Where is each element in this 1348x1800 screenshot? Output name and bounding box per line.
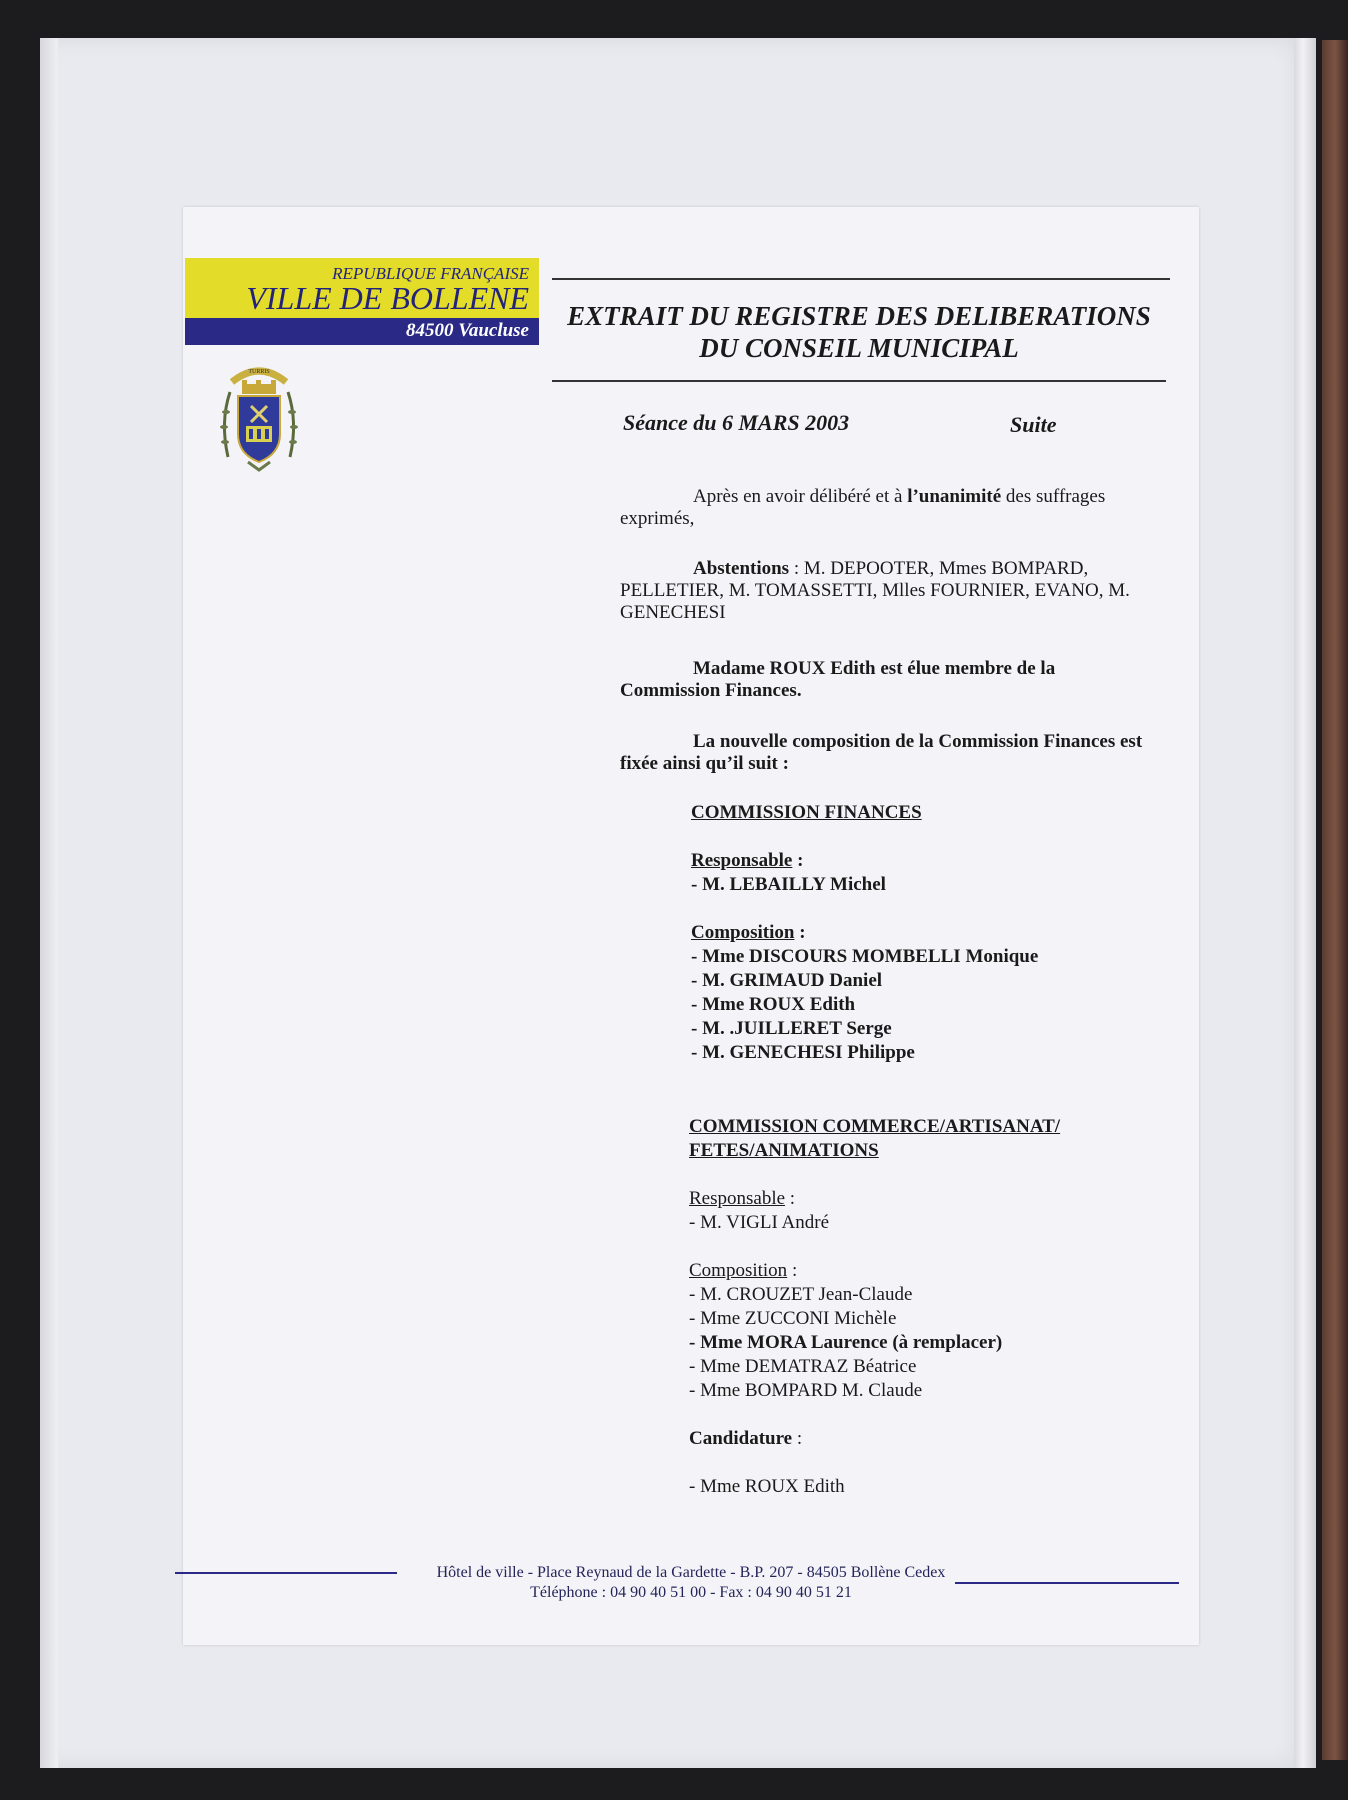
commerce-member: - Mme ZUCCONI Michèle (689, 1308, 897, 1329)
deliberation-post: des suffrages exprimés, (620, 486, 1106, 529)
abstentions-paragraph (620, 558, 1160, 624)
election-text: Madame ROUX Edith est élue membre de la Commission Finances. (620, 658, 1056, 701)
commission-commerce-heading-line-2: FETES/ANIMATIONS (689, 1140, 879, 1161)
departement-label: 84500 Vaucluse (406, 320, 529, 341)
finances-composition-label: Composition (691, 922, 795, 943)
coat-of-arms-icon (218, 362, 300, 474)
candidature-suffix: : (792, 1428, 803, 1449)
suite-label: Suite (1010, 412, 1057, 437)
finances-composition-suffix: : (794, 922, 806, 943)
finances-responsable-label: Responsable (691, 850, 793, 871)
finances-member: - M. .JUILLERET Serge (691, 1018, 892, 1039)
deliberation-bold: l’unanimité (907, 486, 1002, 507)
election-paragraph (620, 658, 1160, 702)
commission-finances-heading: COMMISSION FINANCES (691, 802, 922, 823)
deliberation-paragraph (620, 486, 1160, 530)
abstentions-text: : M. DEPOOTER, Mmes BOMPARD, PELLETIER, M. TOMASSETTI, Mlles FOURNIER, EVANO, M. GENECHESI (620, 558, 1130, 623)
commission-commerce-heading-line-1: COMMISSION COMMERCE/ARTISANAT/ (689, 1116, 1061, 1137)
letterhead-yellow-band (185, 258, 539, 318)
binder-edge (1294, 38, 1316, 1768)
commerce-member: - Mme BOMPARD M. Claude (689, 1380, 923, 1401)
commerce-responsable: - M. VIGLI André (689, 1212, 830, 1233)
title-line-1: EXTRAIT DU REGISTRE DES DELIBERATIONS (567, 301, 1151, 331)
ville-label: VILLE DE BOLLENE (246, 280, 529, 316)
finances-responsable: - M. LEBAILLY Michel (691, 874, 886, 895)
finances-member: - M. GRIMAUD Daniel (691, 970, 883, 991)
letterhead-blue-band (185, 318, 539, 345)
candidature-label: Candidature (689, 1428, 793, 1449)
footer-address: Hôtel de ville - Place Reynaud de la Gardette - B.P. 207 - 84505 Bollène Cedex (436, 1564, 946, 1581)
binder-cover-edge (1322, 40, 1348, 1760)
document-sheet (183, 207, 1199, 1645)
title-line-2: DU CONSEIL MUNICIPAL (699, 333, 1019, 363)
commerce-composition-suffix: : (787, 1260, 798, 1281)
title-bottom-rule (552, 380, 1166, 382)
commerce-member: - M. CROUZET Jean-Claude (689, 1284, 913, 1305)
finances-responsable-suffix: : (792, 850, 804, 871)
finances-member: - Mme ROUX Edith (691, 994, 856, 1015)
commerce-composition-label: Composition (689, 1260, 788, 1281)
footer (183, 1563, 1199, 1603)
deliberation-pre: Après en avoir délibéré et à (693, 486, 908, 507)
abstentions-label: Abstentions (693, 558, 790, 579)
finances-member: - M. GENECHESI Philippe (691, 1042, 915, 1063)
composition-intro-paragraph (620, 731, 1160, 775)
commerce-responsable-label: Responsable (689, 1188, 786, 1209)
commission-finances (691, 801, 1038, 1065)
commission-commerce (689, 1115, 1060, 1499)
document-title (549, 300, 1169, 364)
binder-spine (40, 38, 58, 1768)
commerce-member: - Mme MORA Laurence (à remplacer) (689, 1332, 1003, 1353)
finances-member: - Mme DISCOURS MOMBELLI Monique (691, 946, 1039, 967)
seance-date: Séance du 6 MARS 2003 (623, 410, 850, 435)
composition-intro-text: La nouvelle composition de la Commission Finances est fixée ainsi qu’il suit : (620, 731, 1143, 774)
commerce-member: - Mme DEMATRAZ Béatrice (689, 1356, 917, 1377)
footer-phone: Téléphone : 04 90 40 51 00 - Fax : 04 90 40 51 21 (530, 1584, 852, 1601)
title-top-rule (552, 278, 1170, 280)
candidate: - Mme ROUX Edith (689, 1476, 845, 1497)
republique-label: REPUBLIQUE FRANÇAISE (332, 264, 529, 283)
commerce-responsable-suffix: : (785, 1188, 796, 1209)
crest-motto: TURRIS (248, 369, 270, 375)
